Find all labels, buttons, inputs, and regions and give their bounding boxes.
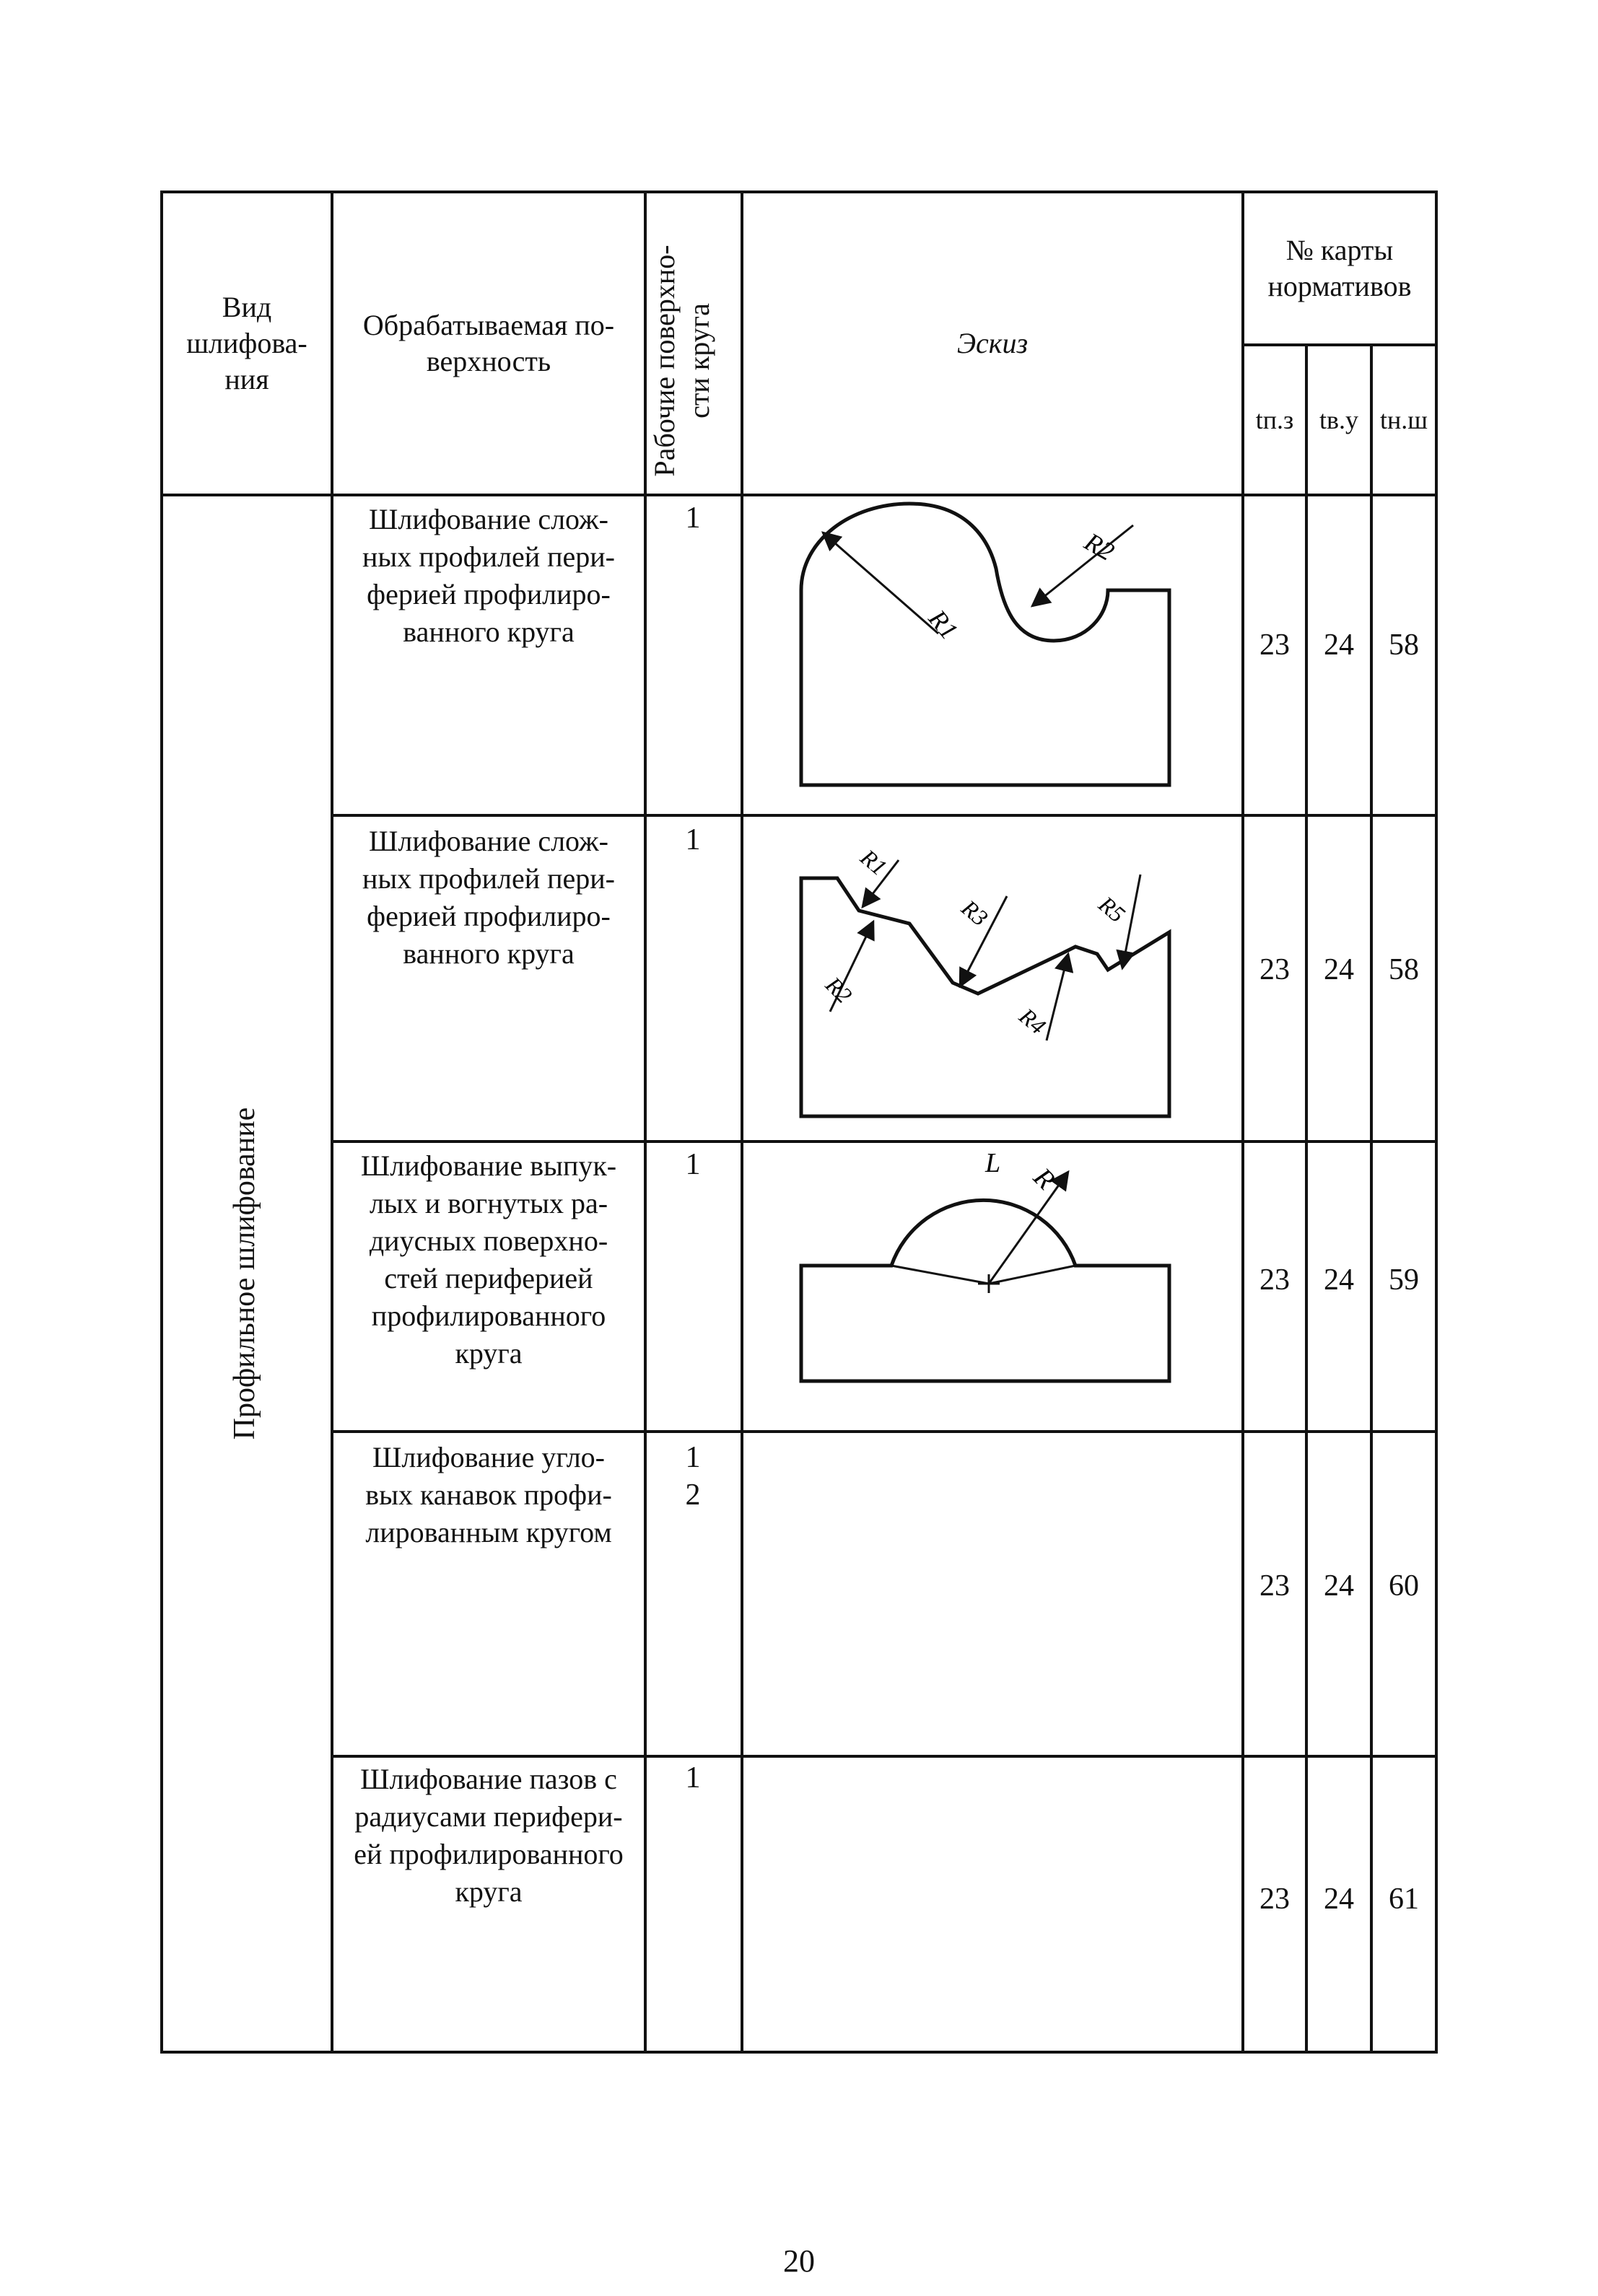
profile-outline	[801, 1200, 1169, 1381]
dim-label: R3	[956, 894, 993, 932]
card-value: 24	[1324, 953, 1354, 986]
header-text: верхность	[426, 345, 551, 377]
header-text: tп.з	[1255, 406, 1294, 434]
surface-line: ванного круга	[403, 937, 575, 970]
row-wheel	[671, 823, 715, 857]
card-value: 23	[1259, 1883, 1290, 1916]
row-divider	[331, 1755, 1438, 1758]
header-text: нормативов	[1267, 270, 1412, 302]
card-value: 23	[1259, 953, 1290, 986]
surface-line: лированным кругом	[365, 1516, 612, 1548]
table-border-right	[1435, 190, 1438, 2054]
sketch-complex-profile-2	[743, 817, 1241, 1140]
surface-line: ферией профилиро-	[367, 578, 611, 610]
wheel-value: 1	[685, 501, 701, 535]
dim-label: R1	[855, 844, 892, 881]
header-text: Эскиз	[956, 327, 1029, 359]
header-text: tв.у	[1319, 406, 1358, 434]
row-wheel	[671, 1147, 715, 1182]
row-wheel	[671, 1439, 715, 1514]
row-surface	[333, 1439, 644, 1551]
dim-label: R	[1027, 1162, 1061, 1196]
group-label-text: Профильное шлифование	[228, 1107, 261, 1440]
surface-line: радиусами перифери-	[354, 1800, 623, 1833]
surface-line: вых канавок профи-	[365, 1478, 612, 1511]
card-value: 58	[1389, 628, 1419, 662]
wheel-value: 1	[685, 1761, 701, 1795]
wheel-value: 1	[685, 823, 701, 856]
card-value: 59	[1389, 1263, 1419, 1297]
card-value: 61	[1389, 1883, 1419, 1916]
table-border-bottom	[160, 2051, 1438, 2054]
wheel-value: 1	[685, 1148, 701, 1181]
header-text: Вид	[222, 291, 272, 323]
header-text: сти круга	[683, 303, 715, 419]
header-text: tн.ш	[1380, 406, 1428, 434]
surface-line: Шлифование пазов с	[360, 1763, 617, 1795]
surface-line: Шлифование выпук-	[360, 1149, 617, 1182]
card-value: 23	[1259, 628, 1290, 662]
header-text: шлифова-	[186, 327, 307, 359]
header-grinding-type	[163, 193, 331, 494]
sketch-complex-profile-1	[743, 496, 1241, 814]
card-value: 58	[1389, 953, 1419, 986]
header-text: ния	[224, 363, 269, 395]
dim-label: R1	[922, 604, 964, 645]
surface-line: ванного круга	[403, 615, 575, 648]
header-text: Рабочие поверхно-	[648, 245, 681, 477]
header-norm-cards	[1244, 193, 1435, 343]
wheel-value: 1	[685, 1441, 701, 1474]
row-surface	[333, 501, 644, 651]
dim-label: R4	[1014, 1002, 1051, 1040]
header-t-vu	[1308, 346, 1370, 494]
card-value: 23	[1259, 1569, 1290, 1603]
surface-line: Шлифование угло-	[372, 1441, 605, 1473]
dim-label: L	[985, 1148, 1001, 1178]
header-t-nsh	[1373, 346, 1435, 494]
surface-line: ферией профилиро-	[367, 900, 611, 932]
card-value: 24	[1324, 1263, 1354, 1297]
surface-line: стей периферией	[384, 1262, 593, 1294]
col-divider	[644, 190, 647, 2054]
dimension-lines	[830, 860, 1140, 1040]
surface-line: Шлифование слож-	[369, 825, 608, 857]
surface-line: ных профилей пери-	[362, 862, 616, 895]
header-text: № карты	[1285, 234, 1394, 266]
surface-line: ей профилированного	[354, 1838, 624, 1870]
dimension-lines	[891, 1172, 1075, 1293]
row-wheel	[671, 501, 715, 535]
surface-line: круга	[455, 1337, 523, 1370]
col-divider	[1305, 343, 1308, 2054]
surface-line: профилированного	[371, 1300, 606, 1332]
surface-line: Шлифование слож-	[369, 503, 608, 535]
card-value: 60	[1389, 1569, 1419, 1603]
surface-line: ных профилей пери-	[362, 540, 616, 573]
card-value: 24	[1324, 1883, 1354, 1916]
page-number: 20	[783, 2243, 815, 2279]
header-wheel-surfaces	[647, 209, 717, 512]
sketch-convex-concave-radius	[743, 1143, 1241, 1430]
card-value: 23	[1259, 1263, 1290, 1297]
header-t-pz	[1244, 346, 1305, 494]
card-value: 24	[1324, 1569, 1354, 1603]
header-sketch	[743, 193, 1241, 494]
row-wheel	[671, 1761, 715, 1795]
header-surface	[333, 193, 644, 494]
surface-line: лых и вогнутых ра-	[369, 1187, 608, 1219]
row-divider	[331, 1430, 1438, 1433]
surface-line: диусных поверхно-	[369, 1224, 608, 1257]
group-label	[227, 1093, 263, 1454]
dim-label: R2	[821, 971, 857, 1009]
header-text: Обрабатываемая по-	[362, 309, 615, 341]
dim-label: R5	[1093, 890, 1130, 928]
card-value: 24	[1324, 628, 1354, 662]
row-surface	[333, 1147, 644, 1372]
surface-line: круга	[455, 1875, 523, 1908]
col-divider	[1370, 343, 1373, 2054]
row-surface	[333, 1761, 644, 1911]
dim-label: R2	[1080, 527, 1119, 566]
row-surface	[333, 823, 644, 973]
wheel-value: 2	[685, 1478, 701, 1512]
